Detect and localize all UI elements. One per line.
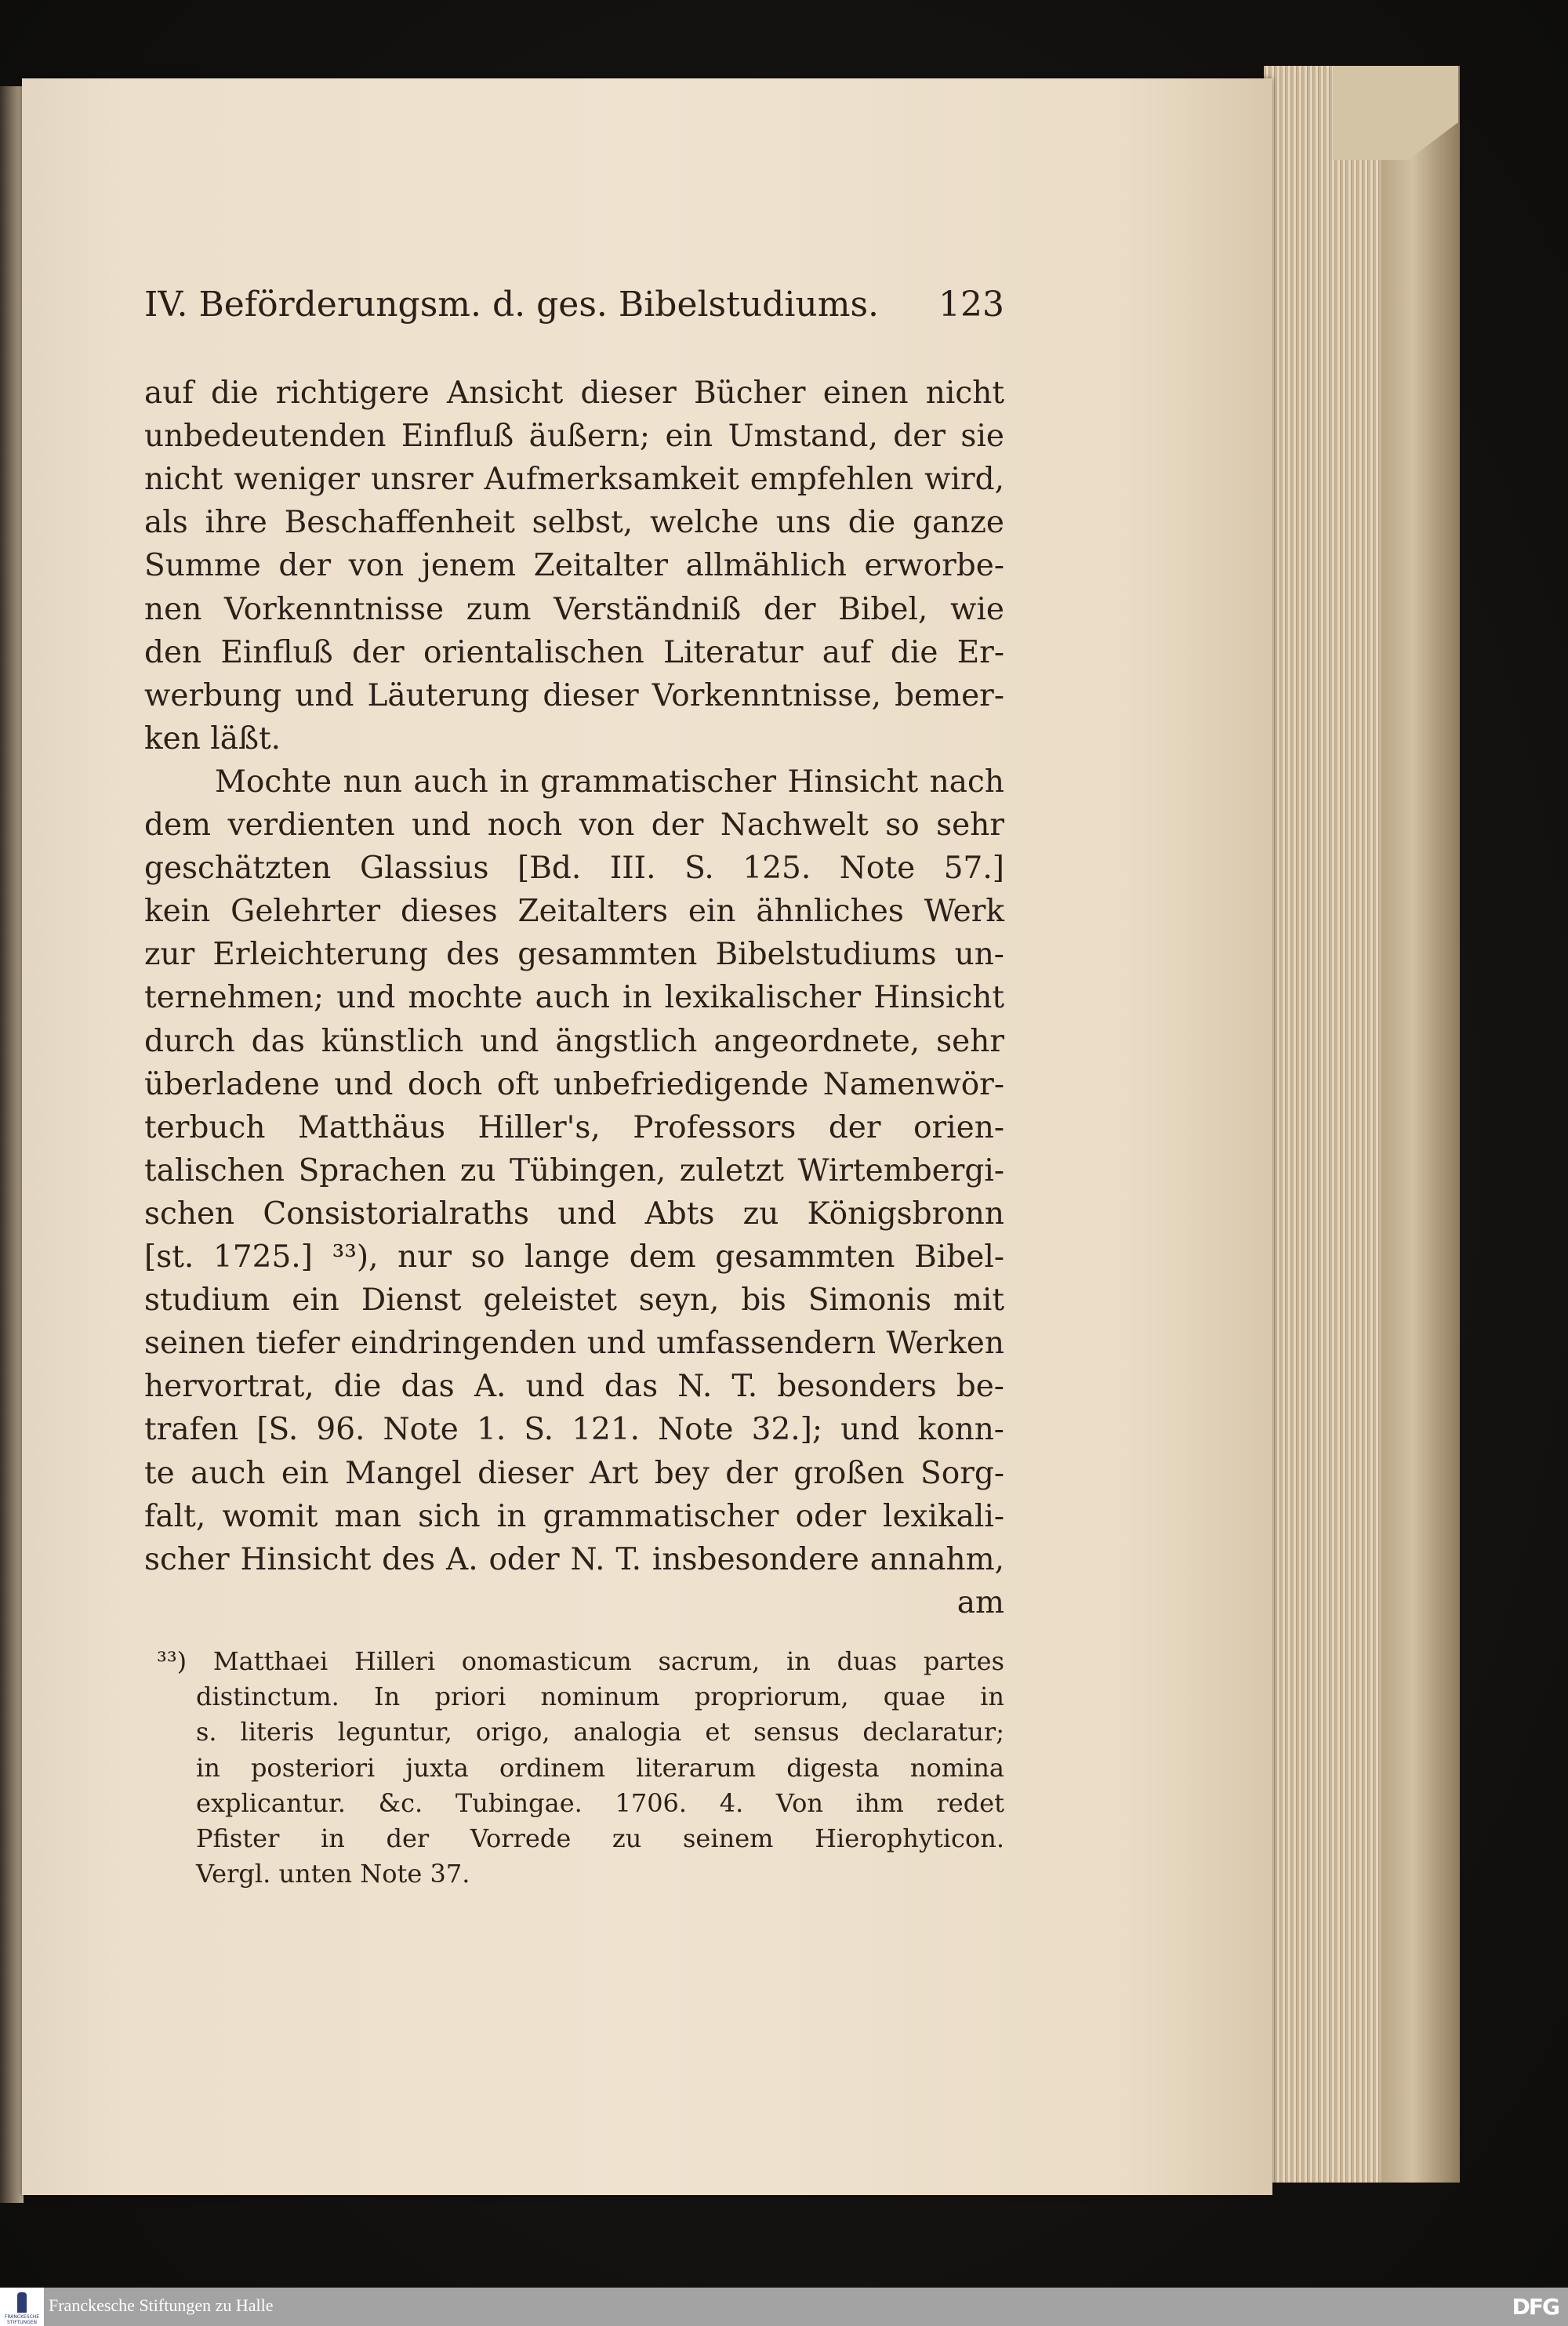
footnote-line: Vergl. unten Note 37.	[196, 1859, 470, 1889]
body-line: Summe der von jenem Zeitalter allmählich erworbe-	[144, 548, 1004, 584]
body-line: werbung und Läuterung dieser Vorkenntnisse, bemer-	[144, 677, 1004, 713]
body-line: te auch ein Mangel dieser Art bey der großen Sorg-	[144, 1455, 1004, 1491]
body-line: dem verdienten und noch von der Nachwelt so sehr	[144, 807, 1004, 843]
body-line: den Einfluß der orientalischen Literatur auf die Er-	[144, 634, 1004, 670]
body-line: falt, womit man sich in grammatischer oder lexikali-	[144, 1498, 1004, 1534]
viewer-footer-bar	[0, 2288, 1568, 2326]
running-header	[144, 282, 1004, 326]
footnote-line: ³³) Matthaei Hilleri onomasticum sacrum, in duas partes	[157, 1646, 1004, 1676]
footnote-line: distinctum. In priori nominum propriorum, quae in	[196, 1682, 1004, 1712]
page-number: 123	[938, 284, 1004, 325]
body-line: nicht weniger unsrer Aufmerksamkeit empfehlen wird,	[144, 462, 1004, 498]
body-line: [st. 1725.] ³³), nur so lange dem gesammten Bibel-	[144, 1239, 1004, 1275]
body-line: hervortrat, die das A. und das N. T. besonders be-	[144, 1369, 1004, 1405]
body-line: ken läßt.	[144, 720, 281, 757]
body-line: schen Consistorialraths und Abts zu Königsbronn	[144, 1196, 1004, 1232]
body-line: durch das künstlich und ängstlich angeordnete, sehr	[144, 1023, 1004, 1059]
footnote-line: s. literis leguntur, origo, analogia et sensus declaratur;	[196, 1717, 1004, 1747]
logo-caption: FRANCKESCHE STIFTUNGEN	[4, 2314, 40, 2325]
body-line: talischen Sprachen zu Tübingen, zuletzt Wirtembergi-	[144, 1152, 1004, 1188]
body-line: als ihre Beschaffenheit selbst, welche uns die ganze	[144, 505, 1004, 541]
dfg-logo: DFG	[1512, 2294, 1559, 2320]
page-stack-edge	[1264, 66, 1460, 2183]
body-line: unbedeutenden Einfluß äußern; ein Umstand, der sie	[144, 419, 1004, 455]
footnote-line: Pfister in der Vorrede zu seinem Hierophyticon.	[196, 1823, 1004, 1853]
body-line: studium ein Dienst geleistet seyn, bis Simonis mit	[144, 1283, 1004, 1319]
footnote-line: in posteriori juxta ordinem literarum digesta nomina	[196, 1752, 1004, 1783]
statue-icon	[17, 2292, 27, 2313]
body-line: zur Erleichterung des gesammten Bibelstudiums un-	[144, 937, 1004, 973]
body-line: trafen [S. 96. Note 1. S. 121. Note 32.]; und konn-	[144, 1412, 1004, 1448]
body-line: ternehmen; und mochte auch in lexikalischer Hinsicht	[144, 980, 1004, 1016]
body-line: geschätzten Glassius [Bd. III. S. 125. Note 57.]	[144, 851, 1004, 887]
body-line: nen Vorkenntnisse zum Verständniß der Bibel, wie	[144, 591, 1004, 627]
body-line: kein Gelehrter dieses Zeitalters ein ähnliches Werk	[144, 894, 1004, 930]
body-line: seinen tiefer eindringenden und umfassendern Werken	[144, 1326, 1004, 1362]
footnote-line: explicantur. &c. Tubingae. 1706. 4. Von ihm redet	[196, 1787, 1004, 1818]
facing-page-edge	[0, 86, 24, 2203]
body-line: auf die richtigere Ansicht dieser Bücher einen nicht	[144, 376, 1004, 411]
body-line: am	[956, 1584, 1004, 1620]
body-line: Mochte nun auch in grammatischer Hinsicht nach	[215, 764, 1004, 800]
institution-name: Franckesche Stiftungen zu Halle	[49, 2295, 274, 2315]
franckesche-stiftungen-logo	[0, 2288, 44, 2326]
body-line: scher Hinsicht des A. oder N. T. insbesondere annahm,	[144, 1541, 1004, 1577]
running-head-title: IV. Beförderungsm. d. ges. Bibelstudiums.	[144, 284, 880, 325]
body-line: überladene und doch oft unbefriedigende Namenwör-	[144, 1066, 1004, 1102]
body-line: terbuch Matthäus Hiller's, Professors der orien-	[144, 1109, 1004, 1145]
